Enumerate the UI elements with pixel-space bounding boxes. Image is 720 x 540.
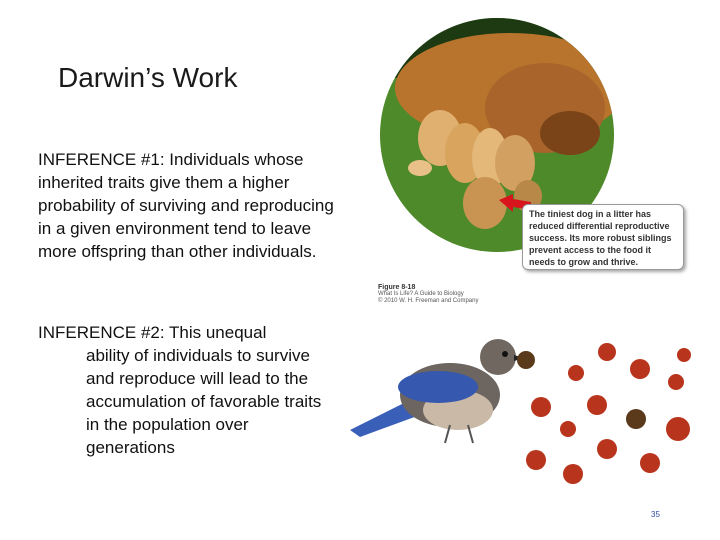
- inference-2-first-line: INFERENCE #2: This unequal: [38, 323, 267, 342]
- figure-number: Figure 8-18: [378, 284, 416, 291]
- figure-caption: [378, 284, 478, 305]
- inference-1-text: INFERENCE #1: Individuals whose inherited traits give them a higher probability of surviving and reproducing in a given environment tend to leave more offspring than other individuals.: [38, 150, 334, 261]
- slide-title: Darwin’s Work: [58, 62, 238, 93]
- figure-copyright: © 2010 W. H. Freeman and Company: [378, 298, 479, 304]
- bluebird: [350, 339, 524, 443]
- page-number: 35: [651, 510, 660, 519]
- inference-2-continuation: ability of individuals to survive and reproduce will lead to the accumulation of favorable traits in the population over generations: [86, 346, 322, 457]
- figure-source: What Is Life? A Guide to Biology: [378, 291, 464, 297]
- bird-ladybugs-illustration: [350, 325, 700, 500]
- ladybugs: [517, 343, 691, 484]
- inference-2-text: [38, 321, 338, 459]
- figure-callout: The tiniest dog in a litter has reduced differential reproductive success. Its more robust siblings prevent access to the food it needs to grow and thrive.: [522, 204, 684, 270]
